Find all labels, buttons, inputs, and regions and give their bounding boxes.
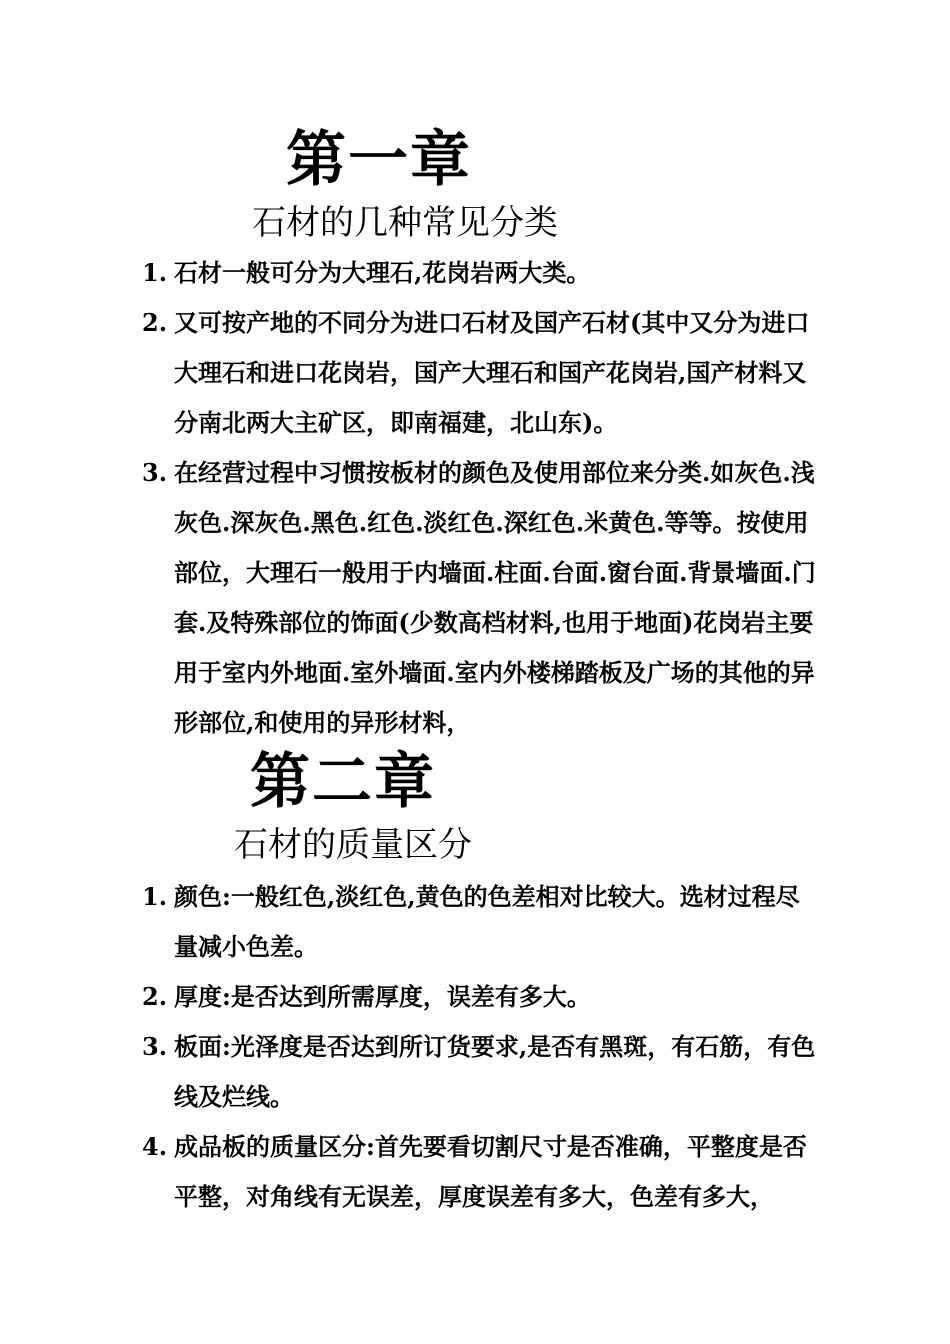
list-item-number: 3. — [142, 458, 168, 487]
list-item — [142, 1022, 822, 1122]
list-item-number: 3. — [142, 1032, 168, 1061]
list-item — [142, 872, 822, 972]
list-item-text: 在经营过程中习惯按板材的颜色及使用部位来分类.如灰色.浅灰色.深灰色.黑色.红色.淡红色.深红色.米黄色.等等。按使用部位，大理石一般用于内墙面.柱面.台面.窗台面.背景墙面.门套.及特殊部位的饰面(少数高档材料,也用于地面)花岗岩主要用于室内外地面.室外墙面.室内外楼梯踏板及广场的其他的异形部位,和使用的异形材料， — [174, 458, 816, 737]
list-item-number: 4. — [142, 1132, 168, 1161]
chapter-2-list — [142, 872, 822, 1222]
list-item — [142, 298, 822, 448]
chapter-1-title: 第一章 — [286, 125, 472, 195]
list-item-text: 板面:光泽度是否达到所订货要求,是否有黑斑，有石筋，有色线及烂线。 — [174, 1032, 816, 1111]
list-item-number: 1. — [142, 882, 168, 911]
chapter-2-subtitle: 石材的质量区分 — [234, 825, 472, 865]
list-item — [142, 972, 822, 1022]
list-item-text: 石材一般可分为大理石,花岗岩两大类。 — [174, 258, 591, 287]
list-item-text: 成品板的质量区分:首先要看切割尺寸是否准确，平整度是否平整，对角线有无误差，厚度误差有多大，色差有多大， — [174, 1132, 807, 1211]
list-item-text: 又可按产地的不同分为进口石材及国产石材(其中又分为进口大理石和进口花岗岩，国产大理石和国产花岗岩,国产材料又分南北两大主矿区，即南福建，北山东)。 — [174, 308, 810, 437]
list-item-text: 厚度:是否达到所需厚度，误差有多大。 — [174, 982, 591, 1011]
list-item-number: 1. — [142, 258, 168, 287]
list-item — [142, 1122, 822, 1222]
chapter-1-list — [142, 248, 822, 748]
chapter-2-title: 第二章 — [250, 747, 436, 817]
list-item-text: 颜色:一般红色,淡红色,黄色的色差相对比较大。选材过程尽量减小色差。 — [174, 882, 800, 961]
chapter-1-subtitle: 石材的几种常见分类 — [252, 203, 558, 243]
list-item — [142, 248, 822, 298]
list-item-number: 2. — [142, 308, 168, 337]
list-item — [142, 448, 822, 748]
list-item-number: 2. — [142, 982, 168, 1011]
